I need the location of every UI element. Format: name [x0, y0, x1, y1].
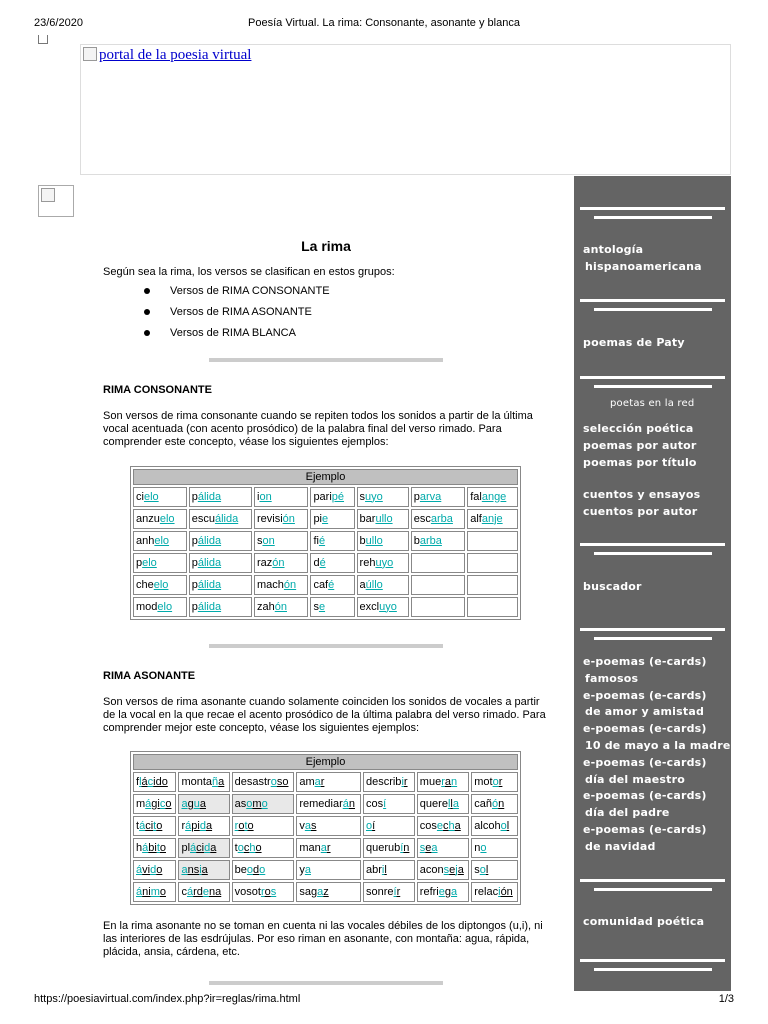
table-cell: pie [310, 509, 354, 529]
sidebar-link-buscador[interactable]: buscador [583, 580, 642, 593]
divider [209, 981, 443, 985]
table-cell: cosí [363, 794, 415, 814]
table-cell: machón [254, 575, 308, 595]
table-row [133, 838, 518, 858]
table-cell: revisión [254, 509, 308, 529]
table-cell: parva [411, 487, 465, 507]
table-cell: sol [471, 860, 518, 880]
table-row [133, 882, 518, 902]
table-cell: alfanje [467, 509, 518, 529]
table-cell: ánimo [133, 882, 176, 902]
table-cell: describir [363, 772, 415, 792]
print-url: https://poesiavirtual.com/index.php?ir=reglas/rima.html [34, 993, 301, 1005]
table-cell: anhelo [133, 531, 187, 551]
table-cell: relación [471, 882, 518, 902]
table-cell: hábito [133, 838, 176, 858]
table-cell: paripé [310, 487, 354, 507]
list-item [103, 284, 549, 305]
asonante-example-table [130, 751, 521, 905]
asonante-text: Son versos de rima asonante cuando solamente coinciden los sonidos de vocales a partir de la vocal en la que recae el acento prosódico de la última palabra del verso rimado. Para comprender mejor este concepto, véase los siguientes ejemplos: [103, 696, 546, 734]
list-item-label: Versos de RIMA CONSONANTE [170, 285, 330, 297]
table-cell: cárdena [178, 882, 229, 902]
table-cell: anzuelo [133, 509, 187, 529]
print-page-number: 1/3 [718, 993, 734, 1005]
table-row [133, 575, 518, 595]
bullet-icon [144, 309, 150, 315]
sidebar-divider [580, 299, 725, 302]
table-cell [411, 575, 465, 595]
table-cell: pálida [189, 575, 252, 595]
sidebar-heading-poetas-red: poetas en la red [610, 398, 695, 409]
table-cell: ávido [133, 860, 176, 880]
table-cell: pelo [133, 553, 187, 573]
table-cell: pálida [189, 597, 252, 617]
table-cell: pálida [189, 553, 252, 573]
table-cell: rehuyo [357, 553, 409, 573]
table-cell: pálida [189, 487, 252, 507]
main-content [103, 240, 549, 985]
table-cell: ion [254, 487, 308, 507]
table-cell: cañón [471, 794, 518, 814]
table-cell: manar [296, 838, 361, 858]
table-cell: modelo [133, 597, 187, 617]
table-cell: no [471, 838, 518, 858]
table-row [133, 487, 518, 507]
sidebar-divider [594, 552, 712, 555]
groups-list [103, 284, 549, 347]
table-cell: aúllo [357, 575, 409, 595]
table-cell: fié [310, 531, 354, 551]
table-cell: vas [296, 816, 361, 836]
table-cell: abril [363, 860, 415, 880]
table-cell: son [254, 531, 308, 551]
table-cell: mueran [417, 772, 469, 792]
table-cell: querella [417, 794, 469, 814]
table-cell: asomo [232, 794, 295, 814]
table-cell: cheelo [133, 575, 187, 595]
sidebar-links-poetas-red[interactable]: selección poética poemas por autor poemas por título [583, 422, 697, 469]
table-cell: alcohol [471, 816, 518, 836]
table-cell: querubín [363, 838, 415, 858]
broken-image-icon [83, 47, 97, 61]
table-cell: ya [296, 860, 361, 880]
table-cell: sonreír [363, 882, 415, 902]
sidebar-divider [594, 308, 712, 311]
table-cell: excluyo [357, 597, 409, 617]
sidebar-links-cuentos[interactable]: cuentos y ensayos cuentos por autor [583, 488, 701, 518]
table-row [133, 816, 518, 836]
section-title-asonante: RIMA ASONANTE [103, 670, 196, 682]
table-row [133, 597, 518, 617]
table-cell: oí [363, 816, 415, 836]
print-date: 23/6/2020 [34, 17, 83, 29]
table-cell: montaña [178, 772, 229, 792]
table-cell [467, 597, 518, 617]
sidebar-link-comunidad[interactable]: comunidad poética [583, 915, 705, 928]
table-cell [467, 575, 518, 595]
table-cell: cielo [133, 487, 187, 507]
section-title-consonante: RIMA CONSONANTE [103, 384, 212, 396]
table-cell: razón [254, 553, 308, 573]
table-cell: remediarán [296, 794, 361, 814]
intro-text: Según sea la rima, los versos se clasifican en estos grupos: [103, 266, 395, 278]
table-cell: se [310, 597, 354, 617]
sidebar-divider [594, 968, 712, 971]
table-cell: ansia [178, 860, 229, 880]
table-header: Ejemplo [133, 469, 518, 485]
table-cell: roto [232, 816, 295, 836]
table-cell: barba [411, 531, 465, 551]
table-cell [467, 553, 518, 573]
sidebar-divider [580, 628, 725, 631]
table-cell: sea [417, 838, 469, 858]
table-cell: flácido [133, 772, 176, 792]
table-cell [411, 553, 465, 573]
banner[interactable] [80, 44, 731, 175]
bullet-icon [144, 330, 150, 336]
divider [209, 644, 443, 648]
page-heading: La rima [301, 238, 351, 254]
broken-image-icon [38, 35, 48, 44]
table-cell: cosecha [417, 816, 469, 836]
table-cell: rápida [178, 816, 229, 836]
table-cell: suyo [357, 487, 409, 507]
consonante-text: Son versos de rima consonante cuando se repiten todos los sonidos a partir de la última vocal acentuada (con acento prosódico) de la palabra final del verso rimado. Para comprender este concepto, véase los siguientes ejemplos: [103, 410, 533, 448]
print-title: Poesía Virtual. La rima: Consonante, asonante y blanca [248, 17, 520, 29]
list-item [103, 326, 549, 347]
bullet-icon [144, 288, 150, 294]
table-row [133, 794, 518, 814]
table-cell: escarba [411, 509, 465, 529]
table-cell: dé [310, 553, 354, 573]
sidebar-divider [580, 879, 725, 882]
table-cell: falange [467, 487, 518, 507]
sidebar-divider [580, 207, 725, 210]
sidebar-divider [594, 385, 712, 388]
sidebar-link-antologia[interactable]: antología hispanoamericana [583, 243, 702, 273]
table-cell: motor [471, 772, 518, 792]
table-row [133, 531, 518, 551]
table-row [133, 509, 518, 529]
sidebar [574, 176, 731, 991]
table-cell: beodo [232, 860, 295, 880]
sidebar-link-poemas-paty[interactable]: poemas de Paty [583, 336, 685, 349]
small-image-placeholder [38, 185, 74, 217]
table-cell: plácida [178, 838, 229, 858]
table-cell: desastroso [232, 772, 295, 792]
sidebar-links-ecards[interactable]: e-poemas (e-cards) famosos e-poemas (e-cards) de amor y amistad e-poemas (e-cards) 10 de mayo a la madre e-poemas (e-cards) día del maestro e-poemas (e-cards) día del padre e-poemas (e-cards) de navidad [583, 655, 731, 853]
table-cell: mágico [133, 794, 176, 814]
banner-alt-text[interactable]: portal de la poesia virtual [99, 47, 252, 63]
table-cell: escuálida [189, 509, 252, 529]
table-cell: sagaz [296, 882, 361, 902]
list-item-label: Versos de RIMA ASONANTE [170, 306, 312, 318]
sidebar-divider [594, 637, 712, 640]
list-item [103, 305, 549, 326]
broken-image-icon [41, 188, 55, 202]
table-cell: barullo [357, 509, 409, 529]
table-cell: agua [178, 794, 229, 814]
table-cell: zahón [254, 597, 308, 617]
table-cell: refriega [417, 882, 469, 902]
table-header: Ejemplo [133, 754, 518, 770]
list-item-label: Versos de RIMA BLANCA [170, 327, 296, 339]
table-cell: café [310, 575, 354, 595]
table-cell: bullo [357, 531, 409, 551]
sidebar-divider [580, 959, 725, 962]
consonante-example-table [130, 466, 521, 620]
sidebar-divider [594, 888, 712, 891]
table-row [133, 772, 518, 792]
table-row [133, 553, 518, 573]
table-cell: pálida [189, 531, 252, 551]
sidebar-divider [594, 216, 712, 219]
table-cell: aconseja [417, 860, 469, 880]
sidebar-divider [580, 543, 725, 546]
table-cell: amar [296, 772, 361, 792]
table-cell: vosotros [232, 882, 295, 902]
sidebar-divider [580, 376, 725, 379]
asonante-note: En la rima asonante no se toman en cuenta ni las vocales débiles de los diptongos (u,i), ni las interiores de las esdrújulas. Por eso riman en asonante, con montaña: agua, rápida, plácida, ansia, cárdena, etc. [103, 920, 543, 958]
divider [209, 358, 443, 362]
table-cell [411, 597, 465, 617]
table-row [133, 860, 518, 880]
table-cell: tocho [232, 838, 295, 858]
table-cell: tácito [133, 816, 176, 836]
table-cell [467, 531, 518, 551]
